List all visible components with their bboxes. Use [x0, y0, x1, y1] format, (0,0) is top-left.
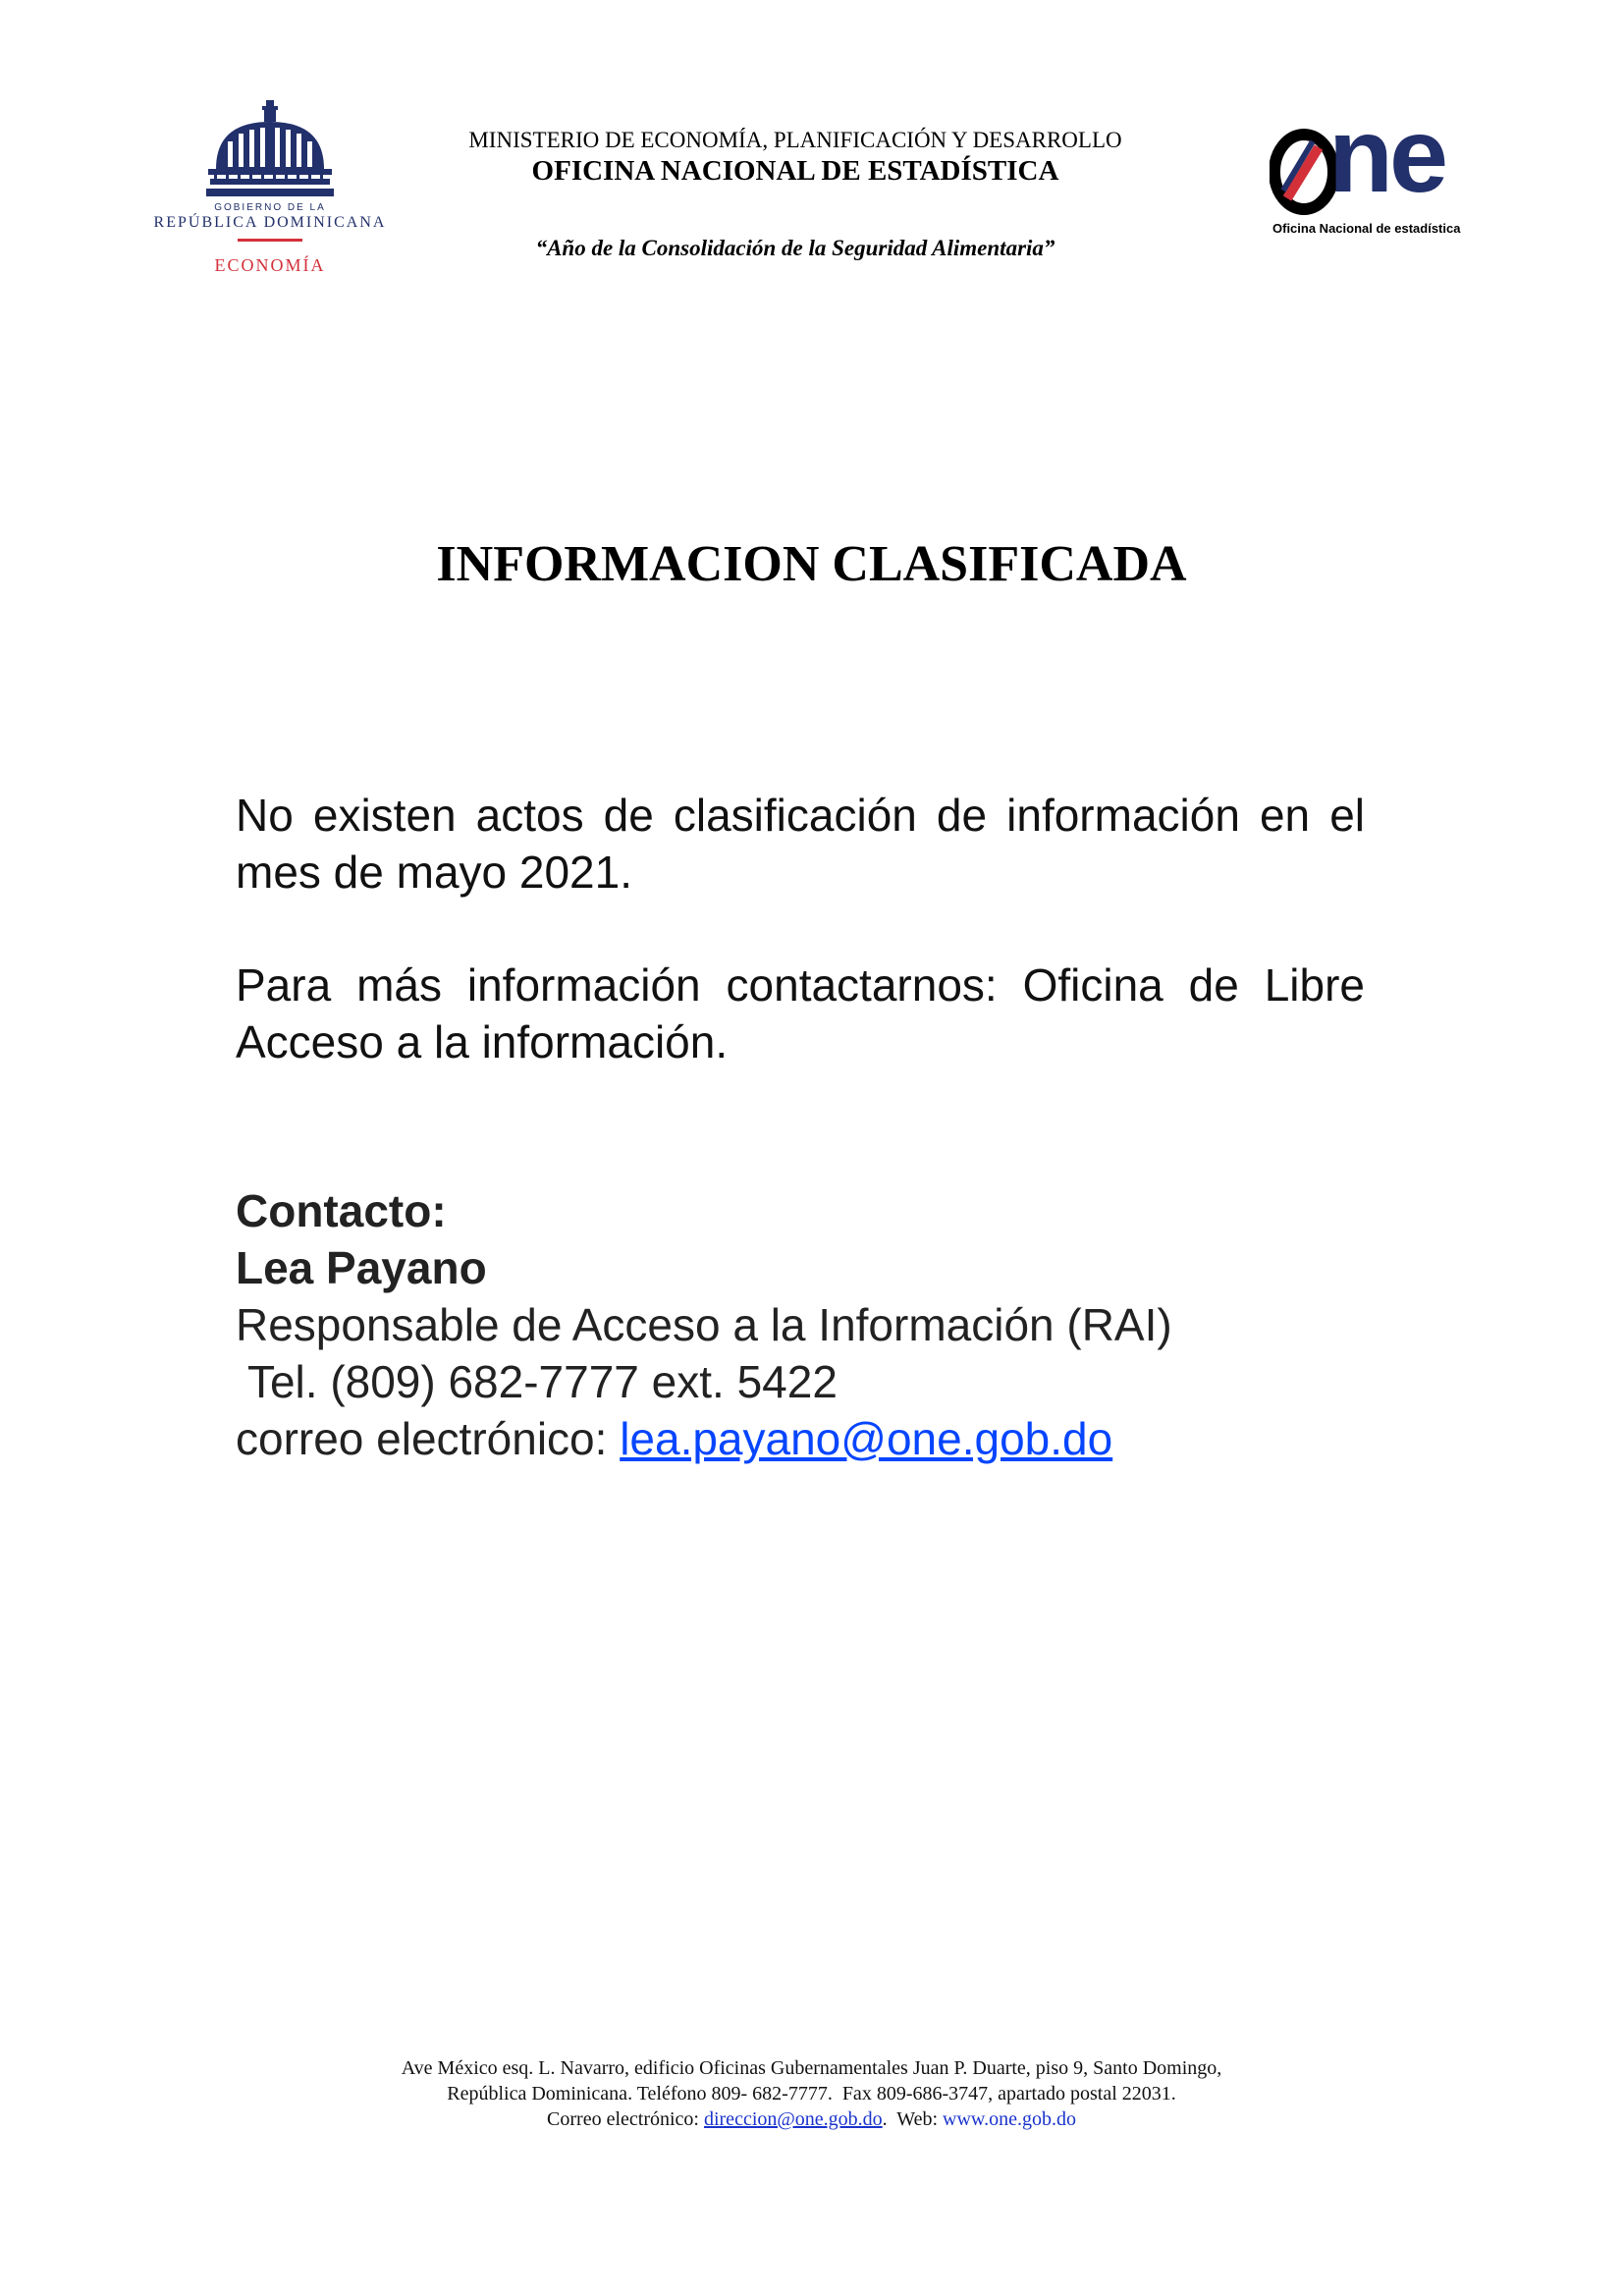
- footer-phone-fax: República Dominicana. Teléfono 809- 682-7777. Fax 809-686-3747, apartado postal 22031.: [447, 2083, 1176, 2105]
- contact-name: Lea Payano: [236, 1242, 487, 1293]
- contact-email-line: [236, 1412, 1112, 1465]
- footer-web-link[interactable]: www.one.gob.do: [943, 2108, 1076, 2130]
- no-classification-paragraph: No existen actos de clasificación de información en el mes de mayo 2021.: [236, 790, 1365, 898]
- contact-heading: Contacto:: [236, 1185, 447, 1236]
- contact-role: Responsable de Acceso a la Información (RAI): [236, 1299, 1172, 1350]
- contact-phone: Tel. (809) 682-7777 ext. 5422: [236, 1356, 838, 1407]
- footer-web-label: . Web:: [882, 2108, 944, 2130]
- footer-contact-line: [0, 2108, 1623, 2131]
- footer-address: Ave México esq. L. Navarro, edificio Oficinas Gubernamentales Juan P. Duarte, piso 9, Santo Domingo,: [401, 2057, 1222, 2079]
- year-motto: “Año de la Consolidación de la Seguridad Alimentaria”: [535, 236, 1055, 260]
- one-logo-caption: Oficina Nacional de estadística: [1272, 221, 1461, 236]
- logo-text-economia: ECONOMÍA: [214, 255, 326, 275]
- contact-email-link[interactable]: lea.payano@one.gob.do: [620, 1413, 1113, 1464]
- page-title: INFORMACION CLASIFICADA: [436, 536, 1187, 592]
- email-label: correo electrónico:: [236, 1413, 621, 1464]
- one-wordmark: ne: [1328, 95, 1445, 214]
- footer-email-link[interactable]: direccion@one.gob.do: [703, 2108, 883, 2130]
- logo-text-gobierno: GOBIERNO DE LA: [214, 202, 326, 213]
- footer-email-label: Correo electrónico:: [547, 2108, 704, 2130]
- logo-text-republica: REPÚBLICA DOMINICANA: [153, 214, 387, 231]
- one-logo: [1270, 95, 1495, 241]
- more-info-paragraph: Para más información contactarnos: Oficina de Libre Acceso a la información.: [236, 959, 1365, 1067]
- ministry-name: MINISTERIO DE ECONOMÍA, PLANIFICACIÓN Y DESARROLLO: [468, 128, 1122, 152]
- logo-divider: [238, 239, 302, 242]
- office-name: OFICINA NACIONAL DE ESTADÍSTICA: [531, 155, 1059, 187]
